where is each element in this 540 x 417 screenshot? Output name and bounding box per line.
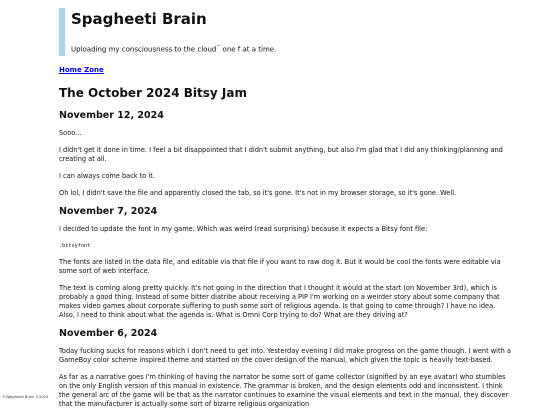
post-paragraph: Today fucking sucks for reasons which I don't need to get into. Yesterday evening I did make progress on the game though. I went with a GameBoy color scheme inspired theme and started on the cover design of the manual, which given the topic is heavily text-based. xyxy=(59,347,511,365)
section-date: November 6, 2024 xyxy=(59,328,158,340)
post-paragraph: The fonts are listed in the data file, and editable via that file if you want to raw dog it. But it would be cool the fonts were editable via some sort of web interface. xyxy=(59,258,501,276)
post-title: The October 2024 Bitsy Jam xyxy=(59,86,247,101)
trademark-mark: ™ xyxy=(216,44,221,49)
footer-copyright: ©Spagheeti Brain ©2024 xyxy=(2,395,49,399)
post-paragraph: I didn't get it done in time. I feel a bit disappointed that I didn't submit anything, but also I'm glad that I did any thinking/planning and creating at all. xyxy=(59,146,503,164)
post-paragraph: Sooo... xyxy=(59,129,82,138)
site-title: Spagheeti Brain xyxy=(71,10,207,28)
home-zone-link[interactable]: Home Zone xyxy=(59,66,104,75)
post-paragraph: Oh lol, I didn't save the file and apparently closed the tab, so it's gone. It's not in my browser storage, so it's gone. Well. xyxy=(59,189,457,198)
section-date: November 7, 2024 xyxy=(59,206,158,218)
post-paragraph: I can always come back to it. xyxy=(59,172,155,181)
tagline-text: Uploading my consciousness to the cloud xyxy=(71,45,217,54)
tagline-text-end: one f at a time. xyxy=(220,45,277,54)
section-date: November 12, 2024 xyxy=(59,110,164,122)
post-paragraph: I decided to update the font in my game. Which was weird (read surprising) because it expects a Bitsy font file: xyxy=(59,225,428,234)
post-paragraph: The text is coming along pretty quickly. It's not going in the direction that I thought it would at the start (on November 3rd), which is probably a good thing. Instead of some bitter diatribe about receiving a PIP I'm working on a weirder story about some company that makes video games about corporate suffering to push some sort of religious agenda. Is that going to come through? I have no idea. Also, I need to think about what the agenda is. What is Omni Corp trying to do? What are they driving at? xyxy=(59,284,500,320)
site-tagline xyxy=(71,42,511,54)
post-paragraph: As far as a narrative goes I'm thinking of having the narrator be some sort of game collector (signified by an eye avatar) who stumbles on the only English version of this manual in existence. The grammar is broken, and the design elements odd and inconsistent. I think the general arc of the game will be that as the narrator continues to examine the visual elements and text in the manual, they discover that the manufacturer is actually some sort of bizarre religious organization xyxy=(59,373,509,409)
site-header xyxy=(59,8,511,56)
page-content xyxy=(59,8,511,417)
code-snippet: .bitsyfont xyxy=(59,243,91,250)
